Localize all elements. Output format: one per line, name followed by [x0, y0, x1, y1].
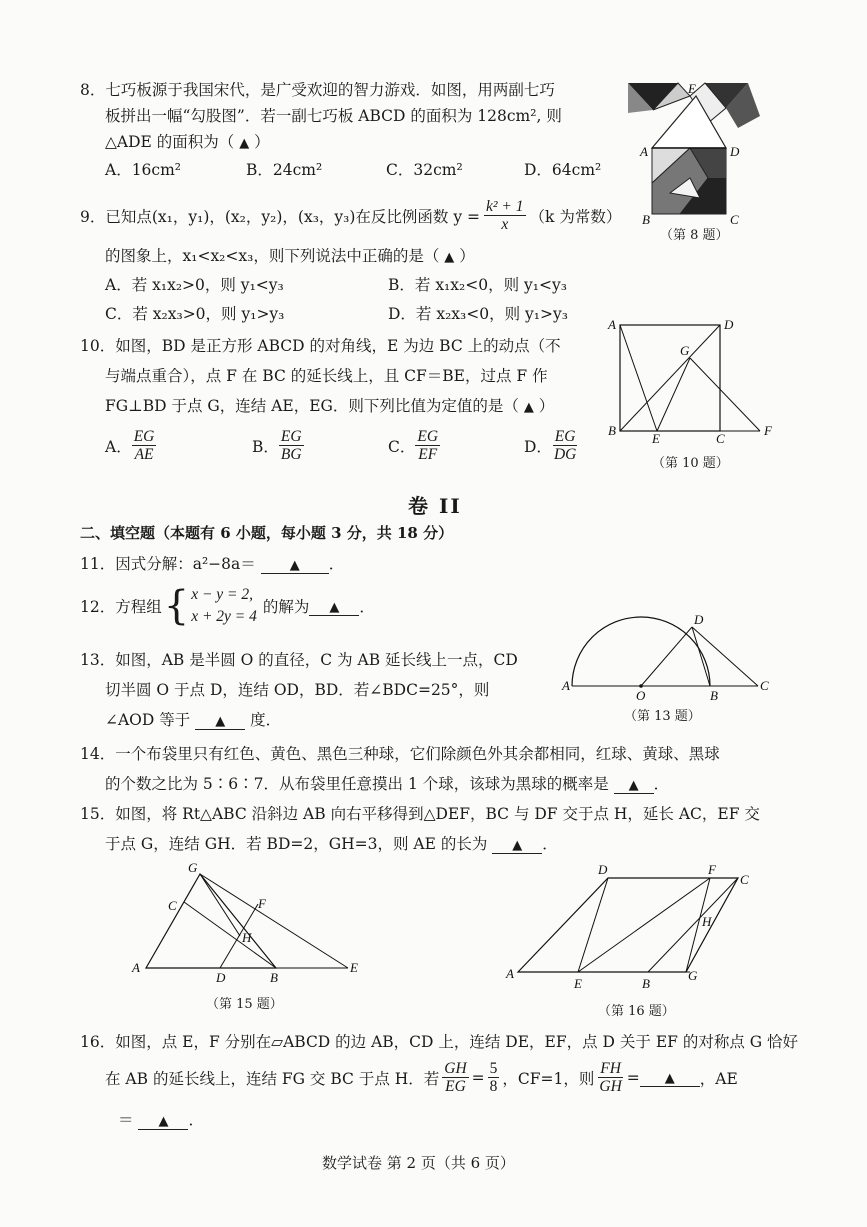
fig8-label-a: A — [640, 144, 648, 159]
figure-10-square — [600, 315, 780, 445]
q16-fraction-gh-eg — [442, 1060, 468, 1095]
q8-option-a: A．16cm² — [105, 161, 182, 179]
fig16-label-e: E — [574, 976, 582, 990]
figure-16-parallelogram — [500, 860, 770, 990]
option-fraction — [552, 428, 578, 463]
q9-option-b: B．若 x₁x₂<0，则 y₁<y₃ — [388, 276, 567, 294]
q9-fraction — [484, 198, 526, 233]
fig13-label-d: D — [694, 612, 704, 627]
q9-question: 的图象上，x₁<x₂<x₃，则下列说法中正确的是（ — [105, 247, 440, 265]
q15-end: ． — [542, 835, 558, 853]
fig10-label-b: B — [608, 423, 616, 438]
fig15-label-b: B — [270, 970, 278, 985]
option-letter: B． — [252, 437, 279, 456]
q13-question: ∠AOD 等于 — [105, 711, 191, 729]
answer-blank — [640, 1068, 700, 1087]
q16-fraction-fh-gh — [597, 1060, 623, 1095]
q16-ae: ，AE — [699, 1069, 738, 1088]
frac-den: DG — [553, 446, 577, 464]
q8-option-b: B．24cm² — [246, 161, 323, 179]
q16-equals: = — [471, 1068, 485, 1087]
answer-mark-icon: ▲ — [215, 714, 226, 729]
q12-end: ． — [359, 598, 375, 616]
frac-num: FH — [600, 1060, 621, 1077]
q12-eq1: x − y = 2, — [191, 586, 253, 603]
q12-pre: 12．方程组 — [80, 598, 162, 616]
frac-den: EG — [445, 1078, 466, 1096]
fig10-label-a: A — [608, 317, 616, 332]
option-fraction — [279, 428, 304, 463]
figure-15-triangles — [128, 860, 368, 988]
q11-text: 11．因式分解：a²−8a＝ — [80, 555, 256, 573]
q13-end: 度． — [250, 711, 282, 729]
q13-line2: 切半圆 O 于点 D，连结 OD，BD．若∠BDC=25°，则 — [105, 681, 490, 699]
answer-blank — [614, 775, 654, 794]
frac-den: BG — [280, 446, 302, 464]
q9-stem: 9．已知点(x₁，y₁)，(x₂，y₂)，(x₃，y₃)在反比例函数 y = — [80, 207, 481, 226]
q16-fraction-5-8 — [488, 1060, 500, 1095]
q16-condition-tail: ，CF=1，则 — [502, 1069, 595, 1088]
frac-den: GH — [599, 1078, 622, 1096]
q13-line3 — [105, 708, 281, 730]
fig15-label-c: C — [168, 898, 177, 913]
segment-od — [641, 627, 692, 686]
answer-blank — [261, 555, 329, 574]
answer-mark-icon: ▲ — [512, 838, 523, 853]
fig13-label-c: C — [760, 678, 769, 693]
fig16-label-b: B — [642, 976, 650, 990]
q12-eq2: x + 2y = 4 — [191, 608, 257, 625]
q12-system — [191, 584, 257, 628]
frac-den: EF — [418, 446, 438, 464]
q15-line2 — [105, 832, 558, 854]
fig13-label-b: B — [710, 688, 718, 703]
segment-ef — [578, 878, 710, 972]
fig13-label-o: O — [636, 688, 646, 703]
q8-close: ） — [254, 133, 270, 151]
q12-line — [80, 584, 375, 628]
fig10-label-c: C — [716, 431, 725, 445]
q9-frac-num: k² + 1 — [486, 198, 524, 215]
answer-blank — [195, 711, 245, 730]
fig16-label-d: D — [598, 862, 608, 877]
option-fraction — [415, 428, 440, 463]
frac-num: EG — [554, 428, 576, 445]
q9-stem-tail: （k 为常数） — [529, 207, 622, 226]
q11-end: ． — [328, 555, 345, 573]
segment-fg — [690, 358, 760, 431]
answer-blank — [492, 835, 542, 854]
q14-end: ． — [653, 775, 670, 793]
q9-option-a: A．若 x₁x₂>0，则 y₁<y₃ — [105, 276, 284, 294]
figure-13-semicircle — [560, 608, 780, 703]
semicircle-arc — [572, 617, 710, 686]
tangent-cd — [692, 627, 758, 686]
q9-frac-den: x — [501, 216, 509, 234]
q8-line1: 8．七巧板源于我国宋代，是广受欢迎的智力游戏．如图，用两副七巧 — [80, 81, 555, 99]
answer-mark-icon: ▲ — [444, 250, 455, 265]
fig10-label-f: F — [764, 423, 772, 438]
fig10-label-g: G — [680, 343, 690, 358]
q15-question: 于点 G，连结 GH．若 BD=2，GH=3，则 AE 的长为 — [105, 835, 488, 853]
fig15-label-h: H — [242, 930, 252, 945]
q10-close: ） — [538, 397, 555, 415]
q16-equals-2: = — [626, 1068, 640, 1087]
q9-option-d: D．若 x₂x₃<0，则 y₁>y₃ — [388, 305, 568, 323]
figure-15-caption: （第 15 题） — [206, 997, 283, 1012]
answer-blank — [309, 597, 359, 616]
figure-10-caption: （第 10 题） — [652, 456, 729, 471]
q10-line3 — [105, 394, 554, 416]
q9-option-c: C．若 x₂x₃>0，则 y₁>y₃ — [105, 305, 285, 323]
page-footer: 数学试卷 第 2 页（共 6 页） — [322, 1154, 515, 1172]
answer-mark-icon: ▲ — [289, 558, 300, 573]
frac-num: EG — [417, 428, 439, 445]
fig8-label-c: C — [730, 212, 739, 227]
segment-bc — [648, 878, 738, 972]
q12-post: 的解为 — [262, 598, 310, 616]
fig8-label-e: E — [688, 81, 696, 96]
q10-option-c — [388, 428, 440, 463]
frac-den: 8 — [489, 1078, 498, 1096]
segment-bd — [692, 627, 710, 686]
figure-16-caption: （第 16 题） — [598, 1004, 675, 1019]
fig16-label-a: A — [506, 966, 514, 981]
q10-question: FG⊥BD 于点 G，连结 AE，EG．则下列比值为定值的是（ — [105, 397, 519, 415]
fig15-label-g: G — [188, 860, 198, 875]
brace-icon: { — [163, 583, 190, 629]
fig10-label-d: D — [724, 317, 734, 332]
q8-option-d: D．64cm² — [524, 161, 602, 179]
segment-eg — [657, 358, 690, 431]
diagonal-bd — [620, 325, 720, 431]
q10-option-b — [252, 428, 304, 463]
fig13-label-a: A — [562, 678, 570, 693]
fig8-label-d: D — [730, 144, 740, 159]
frac-num: GH — [444, 1060, 467, 1077]
fig10-label-e: E — [652, 431, 660, 445]
answer-mark-icon: ▲ — [158, 1114, 169, 1129]
q8-option-c: C．32cm² — [386, 161, 463, 179]
option-letter: D． — [524, 437, 552, 456]
option-fraction — [132, 428, 157, 463]
answer-mark-icon: ▲ — [239, 136, 250, 151]
fig16-label-h: H — [702, 914, 712, 929]
frac-den: AE — [134, 446, 154, 464]
fig16-label-g: G — [688, 968, 698, 983]
q10-option-d — [524, 428, 578, 463]
segment-gh — [200, 874, 240, 936]
frac-num: EG — [133, 428, 155, 445]
fig16-label-f: F — [708, 862, 716, 877]
fig15-label-a: A — [132, 960, 140, 975]
answer-mark-icon: ▲ — [329, 599, 340, 615]
figure-8-tangram — [620, 78, 770, 228]
q14-line1: 14．一个布袋里只有红色、黄色、黑色三种球，它们除颜色外其余都相同，红球、黄球、黑球 — [80, 745, 720, 763]
q9-close: ） — [459, 247, 475, 265]
fig16-label-c: C — [740, 872, 749, 887]
frac-num: EG — [280, 428, 302, 445]
figure-13-caption: （第 13 题） — [624, 709, 701, 724]
answer-mark-icon: ▲ — [664, 1071, 675, 1087]
fig15-label-e: E — [350, 960, 358, 975]
q16-condition: 在 AB 的延长线上，连结 FG 交 BC 于点 H．若 — [105, 1069, 440, 1088]
figure-8-caption: （第 8 题） — [660, 228, 729, 243]
q8-line3 — [105, 130, 270, 152]
q16-line2 — [105, 1060, 738, 1095]
segment-de — [578, 878, 608, 972]
answer-blank — [138, 1111, 188, 1130]
q16-equals-3: ＝ — [118, 1111, 134, 1129]
answer-mark-icon: ▲ — [628, 778, 639, 793]
q13-line1: 13．如图，AB 是半圆 O 的直径，C 为 AB 延长线上一点，CD — [80, 651, 518, 669]
segment-ae — [620, 325, 657, 431]
q14-line2 — [105, 772, 669, 794]
line-ge — [200, 874, 348, 968]
q16-end: ． — [188, 1111, 204, 1129]
fig8-label-b: B — [642, 212, 650, 227]
q11-line — [80, 552, 344, 574]
q14-question: 的个数之比为 5∶6∶7．从布袋里任意摸出 1 个球，该球为黑球的概率是 — [105, 775, 609, 793]
q9-line2 — [105, 244, 475, 266]
q8-line2: 板拼出一幅“勾股图”．若一副七巧板 ABCD 的面积为 128cm², 则 — [105, 107, 562, 125]
q9-line1 — [80, 198, 621, 233]
q10-line2: 与端点重合），点 F 在 BC 的延长线上，且 CF＝BE，过点 F 作 — [105, 367, 548, 385]
q10-option-a — [105, 428, 156, 463]
frac-num: 5 — [489, 1060, 498, 1077]
q15-line1: 15．如图，将 Rt△ABC 沿斜边 AB 向右平移得到△DEF，BC 与 DF 交于点 H，延长 AC，EF 交 — [80, 805, 760, 823]
q16-line3 — [118, 1108, 204, 1130]
option-letter: C． — [388, 437, 416, 456]
section-title: 卷 II — [408, 494, 462, 518]
q8-stem-end: △ADE 的面积为（ — [105, 133, 235, 151]
fig15-label-f: F — [258, 896, 266, 911]
answer-mark-icon: ▲ — [523, 400, 534, 415]
q16-line1: 16．如图，点 E，F 分别在▱ABCD 的边 AB，CD 上，连结 DE，EF，点 D 关于 EF 的对称点 G 恰好 — [80, 1033, 799, 1051]
fig15-label-d: D — [216, 970, 226, 985]
section-heading: 二、填空题（本题有 6 小题，每小题 3 分，共 18 分） — [80, 524, 454, 542]
option-letter: A． — [105, 437, 132, 456]
q10-line1: 10．如图，BD 是正方形 ABCD 的对角线，E 为边 BC 上的动点（不 — [80, 337, 561, 355]
